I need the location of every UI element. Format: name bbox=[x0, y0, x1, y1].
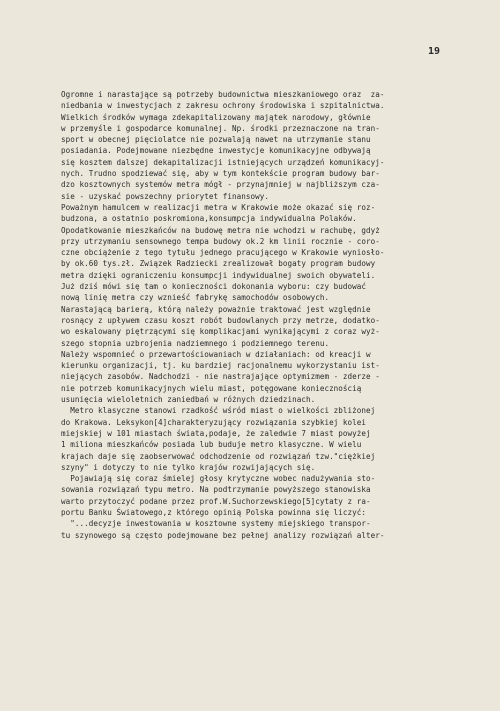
body-text bbox=[61, 89, 465, 541]
text-line: rosnący z upływem czasu koszt robót budowlanych przy metrze, dodatko- bbox=[61, 315, 380, 325]
text-line: usunięcia wieloletnich zaniedbań w różnych dziedzinach. bbox=[61, 395, 316, 405]
text-line: warto przytoczyć podane przez prof.W.Suchorzewskiego[5]cytaty z ra- bbox=[61, 496, 371, 506]
text-line: Już dziś mówi się tam o konieczności dokonania wyboru: czy budować bbox=[61, 282, 367, 292]
text-line: wo eskalowany piętrzącymi się komplikacjami wynikającymi z coraz wyż- bbox=[61, 327, 380, 337]
text-line: dzo kosztownych systemów metra mógł - przynajmniej w najbliższym cza- bbox=[61, 180, 380, 190]
text-line: szego stopnia uzbrojenia nadziemnego i podziemnego terenu. bbox=[61, 338, 330, 348]
text-line: kierunku organizacji, tj. ku bardziej racjonalnemu wykorzystaniu ist- bbox=[61, 361, 380, 371]
text-line: Pojawiają się coraz śmielej głosy krytyczne wobec nadużywania sto- bbox=[61, 474, 376, 484]
text-line: Poważnym hamulcem w realizacji metra w Krakowie może okazać się roz- bbox=[61, 202, 376, 212]
text-line: 1 miliona mieszkańców posiada lub buduje metro klasyczne. W wielu bbox=[61, 440, 362, 450]
text-line: czne obciążenie z tego tytułu jednego pracującego w Krakowie wyniosło- bbox=[61, 248, 385, 258]
text-line: Należy wspomnieć o przewartościowaniach w działaniach: od kreacji w bbox=[61, 349, 371, 359]
text-line: Opodatkowanie mieszkańców na budowę metra nie wchodzi w rachubę, gdyż bbox=[61, 225, 380, 235]
text-line: metra dzięki ograniczeniu konsumpcji indywidualnej swoich obywateli. bbox=[61, 270, 376, 280]
text-line: "...decyzje inwestowania w kosztowne systemy miejskiego transpor- bbox=[61, 519, 371, 529]
text-line: nie potrzeb komunikacyjnych wielu miast, potęgowane koniecznością bbox=[61, 383, 362, 393]
text-line: Narastającą barierą, którą należy poważnie traktować jest względnie bbox=[61, 304, 371, 314]
text-line: niedbania w inwestycjach z zakresu ochrony środowiska i szpitalnictwa. bbox=[61, 101, 385, 111]
text-line: w przemyśle i gospodarce komunalnej. Np. środki przeznaczone na tran- bbox=[61, 123, 380, 133]
text-line: budzona, a ostatnio poskromiona,konsumpcja indywidualna Polaków. bbox=[61, 214, 357, 224]
text-line: portu Banku Światowego,z którego opinią Polska powinna się liczyć: bbox=[61, 507, 367, 517]
text-line: do Krakowa. Leksykon[4]charakteryzujący rozwiązania szybkiej kolei bbox=[61, 417, 367, 427]
text-line: sport w obecnej pięciolatce nie pozwalają nawet na utrzymanie stanu bbox=[61, 135, 371, 145]
text-line: przy utrzymaniu sensownego tempa budowy ok.2 km linii rocznie - coro- bbox=[61, 236, 380, 246]
text-line: krajach daje się zaobserwować odchodzenie od rozwiązań tzw."ciężkiej bbox=[61, 451, 376, 461]
text-line: Ogromne i narastające są potrzeby budownictwa mieszkaniowego oraz za- bbox=[61, 90, 385, 99]
text-line: by ok.60 tys.zł. Związek Radziecki zrealizował bogaty program budowy bbox=[61, 259, 376, 269]
text-line: szyny" i dotyczy to nie tylko krajów rozwijających się. bbox=[61, 462, 316, 472]
text-line: posiadania. Podejmowane niezbędne inwestycje komunikacyjne odbywają bbox=[61, 146, 371, 156]
text-line: sie - uzyskać powszechny priorytet finansowy. bbox=[61, 191, 269, 201]
text-line: nową linię metra czy wznieść fabrykę samochodów osobowych. bbox=[61, 293, 330, 303]
text-line: nych. Trudno spodziewać się, aby w tym kontekście program budowy bar- bbox=[61, 169, 380, 179]
text-line: Metro klasyczne stanowi rzadkość wśród miast o wielkości zbliżonej bbox=[61, 406, 376, 416]
text-line: sowania rozwiązań typu metro. Na podtrzymanie powyższego stanowiska bbox=[61, 485, 371, 495]
text-line: miejskiej w 101 miastach świata,podaje, że zaledwie 7 miast powyżej bbox=[61, 428, 371, 438]
page-number: 19 bbox=[428, 46, 441, 57]
text-line: tu szynowego są często podejmowane bez pełnej analizy rozwiązań alter- bbox=[61, 530, 385, 540]
text-line: niejących zasobów. Nadchodzi - nie nastrajające optymizmem - zderze - bbox=[61, 372, 380, 382]
text-line: Wielkich środków wymaga zdekapitalizowany majątek narodowy, głównie bbox=[61, 112, 371, 122]
text-line: się kosztem dalszej dekapitalizacji istniejących urządzeń komunikacyj- bbox=[61, 157, 385, 167]
